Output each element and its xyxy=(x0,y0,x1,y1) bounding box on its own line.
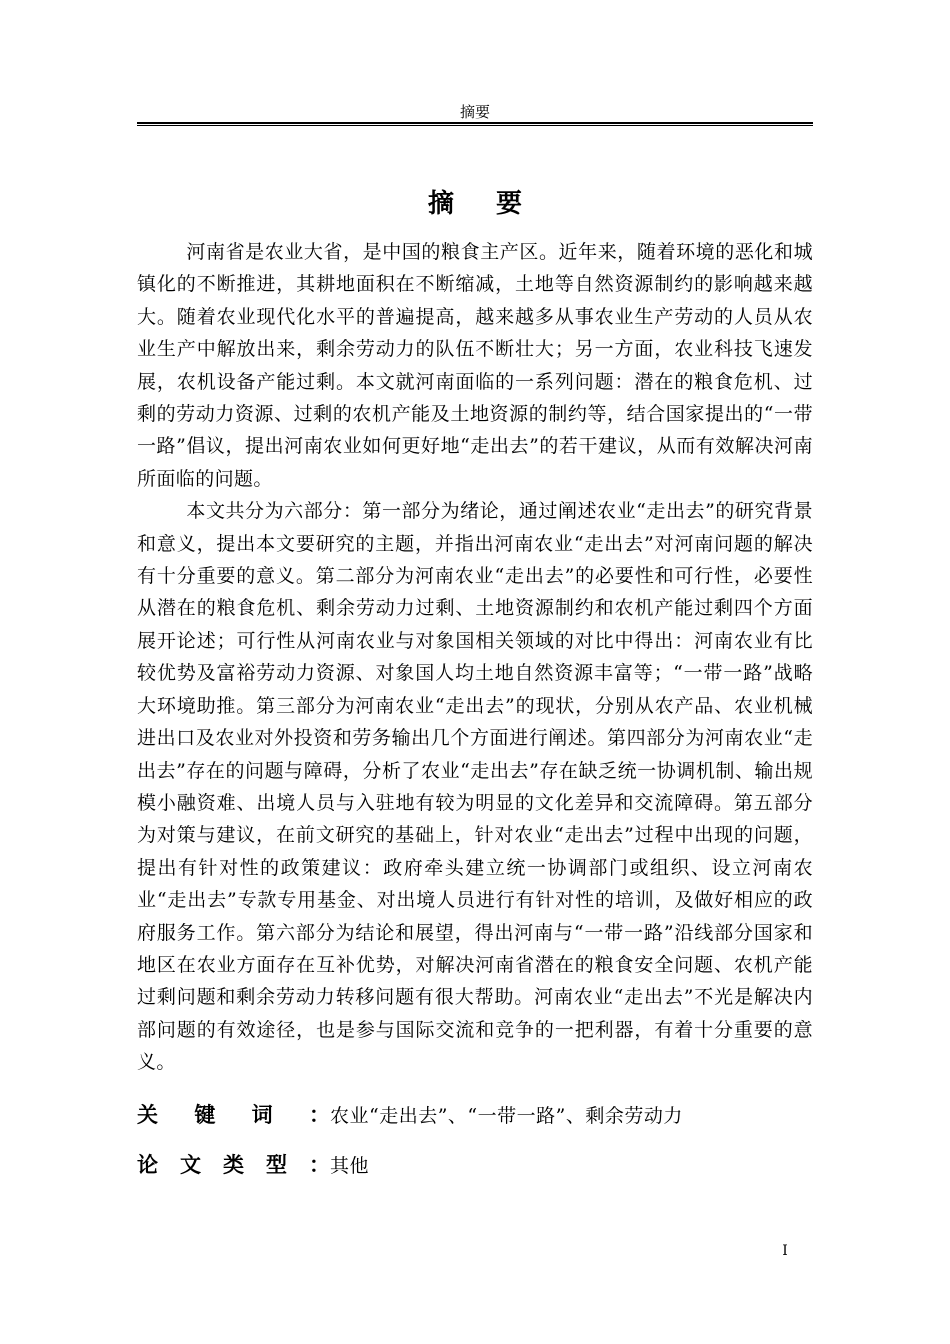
paper-type-label-char: 型 xyxy=(266,1153,287,1177)
running-header: 摘要 xyxy=(459,103,490,121)
keywords-label-char: 词 xyxy=(251,1103,273,1127)
paper-type-value: 其他 xyxy=(330,1155,370,1177)
header-rule xyxy=(137,122,813,124)
paper-type-label-char: ： xyxy=(309,1153,330,1177)
header-rule-thin xyxy=(137,125,813,126)
paper-type-label-char: 文 xyxy=(180,1153,201,1177)
keywords-label xyxy=(137,1100,330,1130)
abstract-paragraph-2: 本文共分为六部分：第一部分为绪论，通过阐述农业“走出去”的研究背景和意义，提出本文要研究的主题，并指出河南农业“走出去”对河南问题的解决有十分重要的意义。第二部分为河南农业“走出去”的必要性和可行性，必要性从潜在的粮食危机、剩余劳动力过剩、土地资源制约和农机产能过剩四个方面展开论述；可行性从河南农业与对象国相关领域的对比中得出：河南农业有比较优势及富裕劳动力资源、对象国人均土地自然资源丰富等；“一带一路”战略大环境助推。第三部分为河南农业“走出去”的现状，分别从农产品、农业机械进出口及农业对外投资和劳务输出几个方面进行阐述。第四部分为河南农业“走出去”存在的问题与障碍，分析了农业“走出去”存在缺乏统一协调机制、输出规模小融资难、出境人员与入驻地有较为明显的文化差异和交流障碍。第五部分为对策与建议，在前文研究的基础上，针对农业“走出去”过程中出现的问题，提出有针对性的政策建议：政府牵头建立统一协调部门或组织、设立河南农业“走出去”专款专用基金、对出境人员进行有针对性的培训，及做好相应的政府服务工作。第六部分为结论和展望，得出河南与“一带一路”沿线部分国家和地区在农业方面存在互补优势，对解决河南省潜在的粮食安全问题、农机产能过剩问题和剩余劳动力转移问题有很大帮助。河南农业“走出去”不光是解决内部问题的有效途径，也是参与国际交流和竞争的一把利器，有着十分重要的意义。 xyxy=(137,500,813,1074)
keywords-label-char: 关 xyxy=(137,1103,158,1127)
page-title: 摘要 xyxy=(427,189,564,219)
keywords-row xyxy=(137,1100,813,1131)
paper-type-row xyxy=(137,1150,813,1181)
paper-type-label-char: 类 xyxy=(223,1153,244,1177)
paper-type-label xyxy=(137,1150,330,1180)
paper-type-label-char: 论 xyxy=(137,1153,158,1177)
page-number: I xyxy=(782,1243,788,1259)
abstract-body xyxy=(137,236,813,1079)
abstract-paragraph-1: 河南省是农业大省，是中国的粮食主产区。近年来，随着环境的恶化和城镇化的不断推进，其耕地面积在不断缩减，土地等自然资源制约的影响越来越大。随着农业现代化水平的普遍提高，越来越多从事农业生产劳动的人员从农业生产中解放出来，剩余劳动力的队伍不断壮大；另一方面，农业科技飞速发展，农机设备产能过剩。本文就河南面临的一系列问题：潜在的粮食危机、过剩的劳动力资源、过剩的农机产能及土地资源的制约等，结合国家提出的“一带一路”倡议，提出河南农业如何更好地“走出去”的若干建议，从而有效解决河南所面临的问题。 xyxy=(137,241,813,490)
keywords-label-char: ： xyxy=(308,1103,330,1127)
keywords-label-char: 键 xyxy=(194,1103,216,1127)
keywords-value: 农业“走出去”、“一带一路”、剩余劳动力 xyxy=(330,1105,683,1127)
